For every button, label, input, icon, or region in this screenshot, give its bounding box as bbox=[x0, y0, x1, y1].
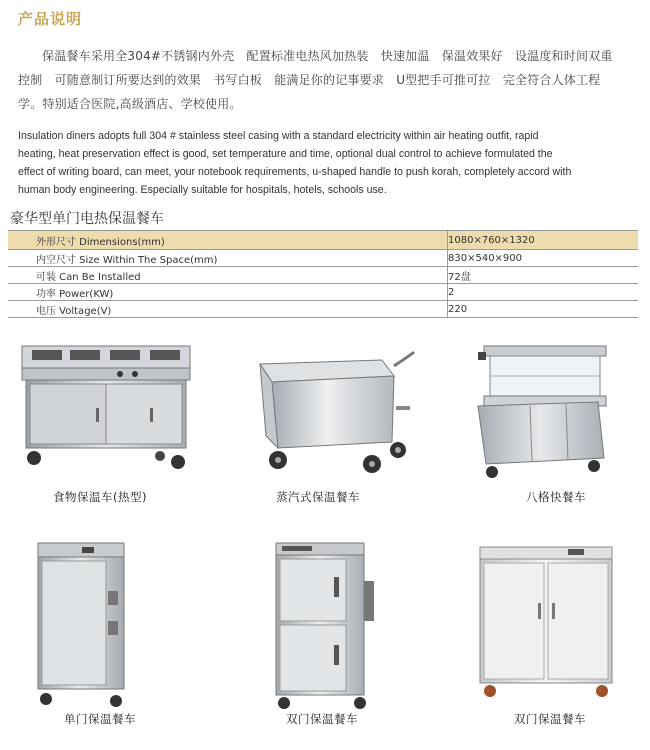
description-chinese: 保温餐车采用全304#不锈钢内外壳 配置标准电热风加热装 快速加温 保温效果好 设温度和时间双重控制 可随意制订所要达到的效果 书写白板 能满足你的记事要求 U型把手可推可拉 完全符合人体工程学。特别适合医院,高级酒店、学校使用。 bbox=[18, 49, 613, 111]
spec-table bbox=[8, 230, 638, 318]
product-title: 豪华型单门电热保温餐车 bbox=[10, 211, 164, 227]
description-english: Insulation diners adopts full 304 # stainless steel casing with a standard electricity within air heating outfit, rapid heating, heat preservation effect is good, set temperature and time, optional dual control to achieve formulated the effect of writing board, can meet, your notebook requirements, u-shaped handle to push korah, completely accord with human body engineering. Especially suitable for hospitals, hotels, schools use. bbox=[18, 130, 572, 196]
product-image-food-warming-cart bbox=[10, 338, 210, 478]
product-caption: 八格快餐车 bbox=[526, 490, 586, 504]
product-image-double-door-cart bbox=[262, 541, 462, 711]
spec-label: 外形尺寸 Dimensions(mm) bbox=[8, 231, 448, 250]
spec-label: 内空尺寸 Size Within The Space(mm) bbox=[8, 250, 448, 267]
spec-row bbox=[8, 284, 638, 301]
product-caption: 双门保温餐车 bbox=[286, 712, 358, 726]
spec-value: 220 bbox=[448, 301, 639, 318]
product-image-steam-warming-cart bbox=[232, 346, 432, 476]
spec-row bbox=[8, 250, 638, 267]
product-caption: 单门保温餐车 bbox=[64, 712, 136, 726]
product-caption: 蒸汽式保温餐车 bbox=[276, 490, 360, 504]
spec-label: 功率 Power(KW) bbox=[8, 284, 448, 301]
product-caption: 食物保温车(热型) bbox=[53, 490, 147, 504]
spec-value: 72盘 bbox=[448, 267, 639, 284]
product-image-double-door-cart-wide bbox=[474, 543, 650, 703]
product-image-eight-compartment-cart bbox=[470, 342, 650, 482]
spec-value: 830×540×900 bbox=[448, 250, 639, 267]
spec-row bbox=[8, 267, 638, 284]
product-image-single-door-cart bbox=[22, 541, 222, 711]
spec-label: 可装 Can Be Installed bbox=[8, 267, 448, 284]
product-caption: 双门保温餐车 bbox=[514, 712, 586, 726]
spec-value: 2 bbox=[448, 284, 639, 301]
spec-value: 1080×760×1320 bbox=[448, 231, 639, 250]
section-title: 产品说明 bbox=[18, 10, 83, 28]
spec-row bbox=[8, 301, 638, 318]
spec-row bbox=[8, 231, 638, 250]
spec-label: 电压 Voltage(V) bbox=[8, 301, 448, 318]
